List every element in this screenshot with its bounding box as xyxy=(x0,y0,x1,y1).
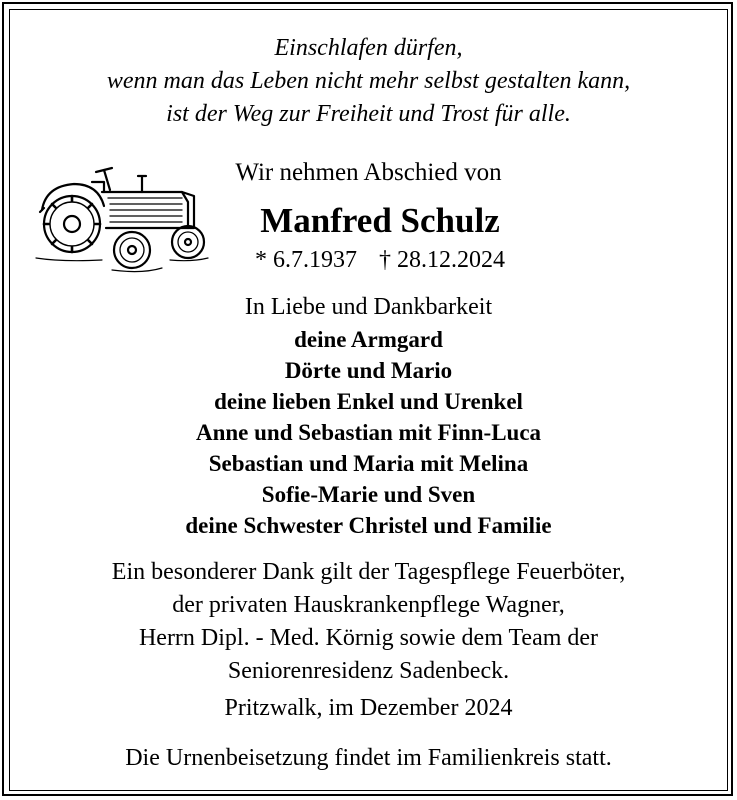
motto-line: Einschlafen dürfen, xyxy=(274,35,463,61)
mourner-line: deine Armgard xyxy=(294,327,443,352)
mourner-line: Dörte und Mario xyxy=(284,358,453,383)
obituary-notice xyxy=(10,10,727,790)
burial-note: Die Urnenbeisetzung findet im Familienkreis statt. xyxy=(125,745,612,771)
special-thanks-line: Herrn Dipl. - Med. Körnig sowie dem Team der xyxy=(138,625,599,651)
birth-date: * 6.7.1937 xyxy=(255,247,357,273)
motto-line: ist der Weg zur Freiheit und Trost für alle. xyxy=(166,101,571,127)
motto-line: wenn man das Leben nicht mehr selbst gestalten kann, xyxy=(106,68,631,94)
mourner-line: Anne und Sebastian mit Finn-Luca xyxy=(195,420,542,445)
mourner-line: deine lieben Enkel und Urenkel xyxy=(214,389,523,414)
special-thanks-line: der privaten Hauskrankenpflege Wagner, xyxy=(172,592,565,618)
deceased-name: Manfred Schulz xyxy=(260,201,500,240)
farewell-intro: Wir nehmen Abschied von xyxy=(235,159,502,186)
motto-verse xyxy=(10,32,727,131)
mourner-line: Sebastian und Maria mit Melina xyxy=(208,451,529,476)
mourners-list xyxy=(10,324,727,541)
life-dates xyxy=(220,245,540,275)
special-thanks-line: Ein besonderer Dank gilt der Tagespflege Feuerböter, xyxy=(111,559,626,585)
mourner-line: deine Schwester Christel und Familie xyxy=(185,513,552,538)
mourner-line: Sofie-Marie und Sven xyxy=(261,482,476,507)
love-gratitude-line: In Liebe und Dankbarkeit xyxy=(244,294,493,320)
place-and-date: Pritzwalk, im Dezember 2024 xyxy=(224,695,513,721)
special-thanks-line: Seniorenresidenz Sadenbeck. xyxy=(227,658,510,684)
tractor-icon xyxy=(32,162,212,278)
special-thanks xyxy=(10,556,727,688)
death-date: † 28.12.2024 xyxy=(379,247,505,273)
